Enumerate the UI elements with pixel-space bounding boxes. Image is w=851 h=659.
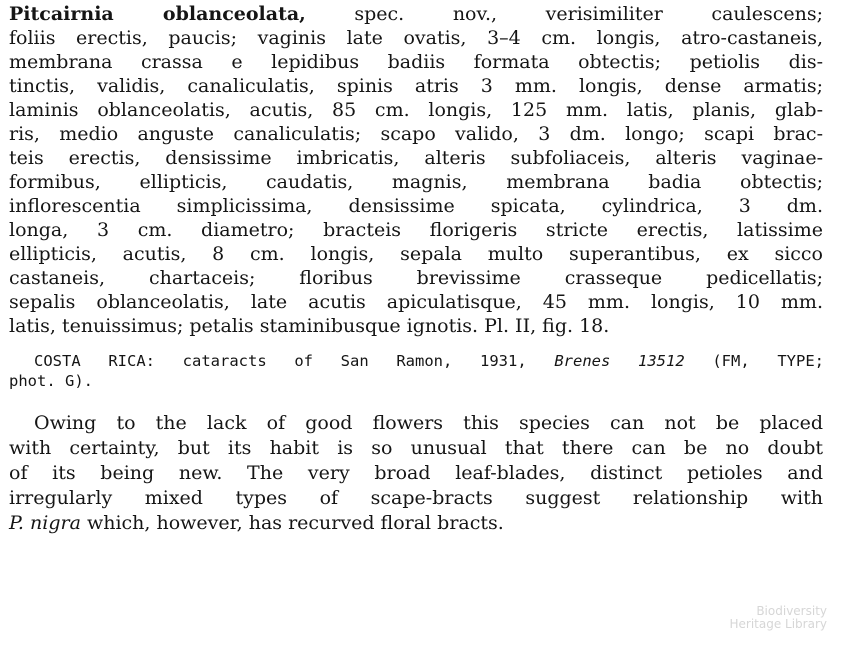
description-line: sepalis oblanceolatis, late acutis apiculatisque, 45 mm. longis, 10 mm. bbox=[9, 291, 823, 313]
species-name: Pitcairnia oblanceolata, bbox=[9, 3, 306, 25]
species-reference: P. nigra bbox=[9, 512, 81, 534]
description-line: formibus, ellipticis, caudatis, magnis, membrana badia obtectis; bbox=[9, 171, 823, 193]
description-line: castaneis, chartaceis; floribus brevissime crasseque pedicellatis; bbox=[9, 267, 823, 289]
collector-number: Brenes 13512 bbox=[554, 352, 685, 370]
discussion-line: irregularly mixed types of scape-bracts suggest relationship with bbox=[9, 487, 823, 509]
description-line: Pitcairnia oblanceolata, spec. nov., verisimiliter caulescens; bbox=[9, 3, 823, 25]
description-line: membrana crassa e lepidibus badiis formata obtectis; petiolis dis- bbox=[9, 51, 823, 73]
description-line: ellipticis, acutis, 8 cm. longis, sepala multo superantibus, ex sicco bbox=[9, 243, 823, 265]
description-line: longa, 3 cm. diametro; bracteis florigeris stricte erectis, latissime bbox=[9, 219, 823, 241]
discussion-line: Owing to the lack of good flowers this species can not be placed bbox=[34, 412, 823, 434]
discussion-line: with certainty, but its habit is so unusual that there can be no doubt bbox=[9, 437, 823, 459]
locality-line: COSTA RICA: cataracts of San Ramon, 1931, Brenes 13512 (FM, TYPE; bbox=[34, 352, 825, 370]
discussion-line: P. nigra which, however, has recurved floral bracts. bbox=[9, 512, 504, 534]
description-line: laminis oblanceolatis, acutis, 85 cm. longis, 125 mm. latis, planis, glab- bbox=[9, 99, 823, 121]
description-line: tinctis, validis, canaliculatis, spinis atris 3 mm. longis, dense armatis; bbox=[9, 75, 823, 97]
description-line: teis erectis, densissime imbricatis, alteris subfoliaceis, alteris vaginae- bbox=[9, 147, 823, 169]
discussion-line: of its being new. The very broad leaf-blades, distinct petioles and bbox=[9, 462, 823, 484]
locality-line: phot. G). bbox=[9, 372, 93, 390]
description-line: foliis erectis, paucis; vaginis late ovatis, 3–4 cm. longis, atro-castaneis, bbox=[9, 27, 823, 49]
description-line: latis, tenuissimus; petalis staminibusque ignotis. Pl. II, fig. 18. bbox=[9, 315, 610, 337]
description-line: ris, medio anguste canaliculatis; scapo valido, 3 dm. longo; scapi brac- bbox=[9, 123, 823, 145]
description-line: inflorescentia simplicissima, densissime spicata, cylindrica, 3 dm. bbox=[9, 195, 823, 217]
library-watermark: Biodiversity Heritage Library bbox=[729, 604, 827, 631]
